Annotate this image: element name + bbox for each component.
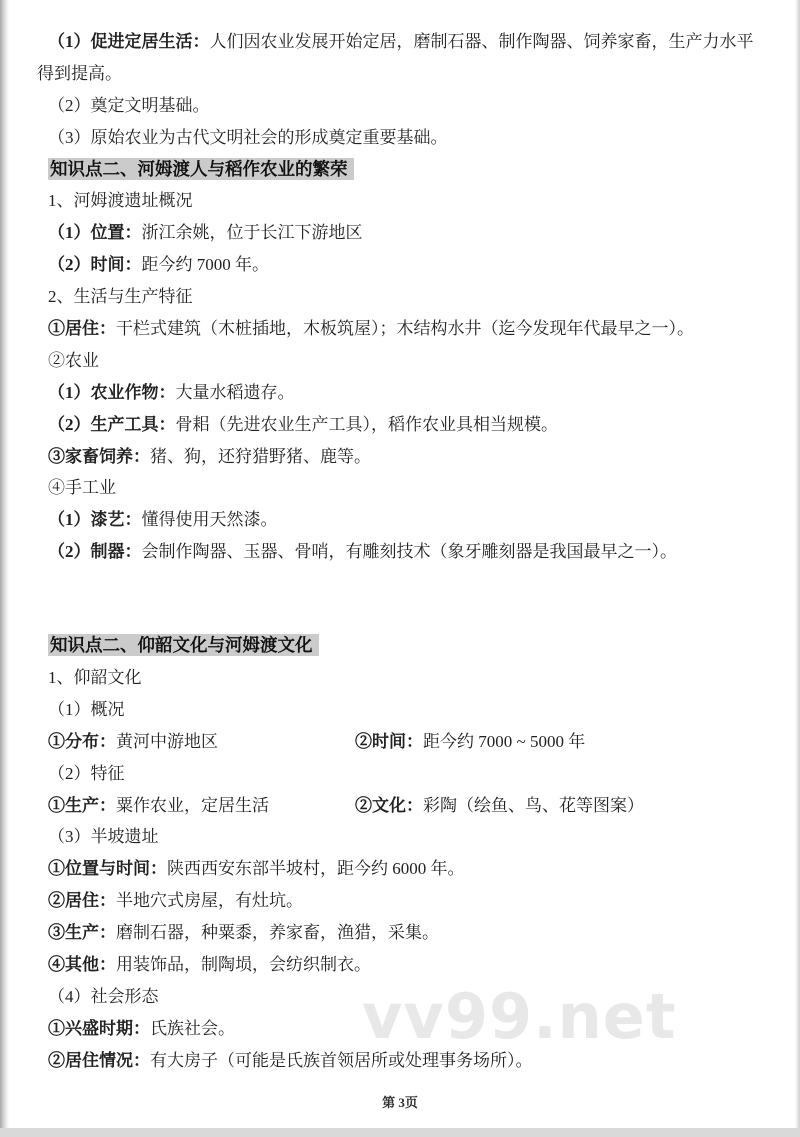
line-label: （2）制器： (48, 542, 142, 562)
line-label: ②文化： (355, 795, 423, 815)
line-label: ②时间： (355, 731, 423, 751)
line-label: ①生产： (48, 795, 116, 815)
line-text: 半地穴式房屋，有灶坑。 (116, 891, 303, 911)
line-label: （2）生产工具： (48, 414, 176, 434)
text-line (37, 726, 772, 758)
line-text: 人们因农业发展开始定居，磨制石器、制作陶器、饲养家畜，生产力水平 (209, 32, 754, 51)
text-line (37, 536, 772, 568)
text-line (37, 441, 772, 473)
line-label: ③生产： (48, 923, 116, 943)
line-text: 懂得使用天然漆。 (141, 510, 278, 530)
line-text: （4）社会形态 (48, 986, 159, 1006)
page-number: 第 3页 (382, 1095, 418, 1110)
line-text: 1、河姆渡遗址概况 (48, 191, 193, 211)
line-label: （1）漆艺： (48, 510, 142, 530)
section-heading-label: 知识点二、仰韶文化与河姆渡文化 (48, 634, 319, 656)
line-label: ③家畜饲养： (48, 446, 150, 466)
text-line (37, 949, 772, 981)
line-text: 浙江余姚，位于长江下游地区 (141, 223, 363, 243)
text-line (37, 472, 772, 504)
line-text: 距今约 7000 年。 (141, 255, 269, 275)
page-footer (0, 1092, 800, 1111)
line-text: 得到提高。 (37, 63, 122, 83)
text-line (37, 281, 772, 313)
column-1 (48, 726, 355, 758)
line-label: （2）时间： (48, 255, 142, 275)
line-text: （2）奠定文明基础。 (48, 95, 210, 115)
text-line (37, 377, 772, 409)
text-line (37, 981, 772, 1013)
text-line (37, 758, 772, 790)
line-text: 彩陶（绘鱼、鸟、花等图案） (423, 795, 644, 815)
line-text: ②农业 (48, 350, 99, 370)
text-line (37, 1045, 772, 1077)
text-line (37, 1013, 772, 1045)
line-text: 猪、狗，还狩猎野猪、鹿等。 (150, 446, 371, 466)
line-text: 黄河中游地区 (116, 731, 218, 751)
line-label: ①居住： (48, 319, 116, 339)
text-line (37, 853, 772, 885)
column-2 (355, 796, 644, 815)
text-line (37, 313, 772, 345)
line-text: 2、生活与生产特征 (48, 287, 193, 307)
section-heading (37, 154, 772, 186)
watermark: vv99.net (362, 980, 677, 1053)
text-line (37, 58, 772, 90)
line-text: 距今约 7000 ~ 5000 年 (423, 731, 586, 751)
text-line (37, 790, 772, 822)
text-line (37, 217, 772, 249)
text-line (37, 885, 772, 917)
text-line (37, 917, 772, 949)
text-line (37, 90, 772, 122)
line-text: 磨制石器，种粟黍，养家畜，渔猎，采集。 (116, 923, 439, 943)
line-text: 陕西西安东部半坡村，距今约 6000 年。 (167, 859, 465, 879)
text-line (37, 249, 772, 281)
page-edge-bottom (0, 1128, 800, 1137)
line-label: ②居住情况： (48, 1050, 150, 1070)
line-label: （1）促进定居生活： (48, 32, 210, 51)
text-line (37, 694, 772, 726)
line-text: （2）特征 (48, 763, 125, 783)
text-line (37, 821, 772, 853)
text-line (37, 662, 772, 694)
section-heading (37, 630, 772, 662)
line-text: 骨耜（先进农业生产工具），稻作农业具相当规模。 (175, 414, 558, 434)
line-text: 氏族社会。 (150, 1018, 235, 1038)
line-label: （1）农业作物： (48, 382, 176, 402)
text-line (37, 504, 772, 536)
line-text: ④手工业 (48, 478, 116, 498)
line-text: （3）半坡遗址 (48, 827, 159, 847)
text-line (37, 122, 772, 154)
text-line (37, 185, 772, 217)
line-label: ④其他： (48, 955, 116, 975)
line-label: ①分布： (48, 731, 116, 751)
text-line (37, 409, 772, 441)
line-text: 有大房子（可能是氏族首领居所或处理事务场所）。 (150, 1050, 533, 1070)
line-text: （1）概况 (48, 699, 125, 719)
line-label: ②居住： (48, 891, 116, 911)
line-text: 用装饰品，制陶埙，会纺织制衣。 (116, 955, 371, 975)
section-heading-label: 知识点二、河姆渡人与稻作农业的繁荣 (48, 158, 354, 180)
line-label: （1）位置： (48, 223, 142, 243)
line-text: 干栏式建筑（木桩插地，木板筑屋）；木结构水井（迄今发现年代最早之一）。 (116, 319, 694, 339)
line-label: ①位置与时间： (48, 859, 167, 879)
line-text: 大量水稻遗存。 (175, 382, 295, 402)
line-text: 1、仰韶文化 (48, 668, 142, 688)
line-text: （3）原始农业为古代文明社会的形成奠定重要基础。 (48, 127, 448, 147)
line-text: 会制作陶器、玉器、骨哨，有雕刻技术（象牙雕刻器是我国最早之一）。 (141, 542, 677, 562)
line-text: 粟作农业，定居生活 (116, 795, 269, 815)
line-label: ①兴盛时期： (48, 1018, 150, 1038)
text-line (37, 26, 772, 58)
text-line (37, 345, 772, 377)
column-1 (48, 790, 355, 822)
column-2 (355, 732, 585, 751)
